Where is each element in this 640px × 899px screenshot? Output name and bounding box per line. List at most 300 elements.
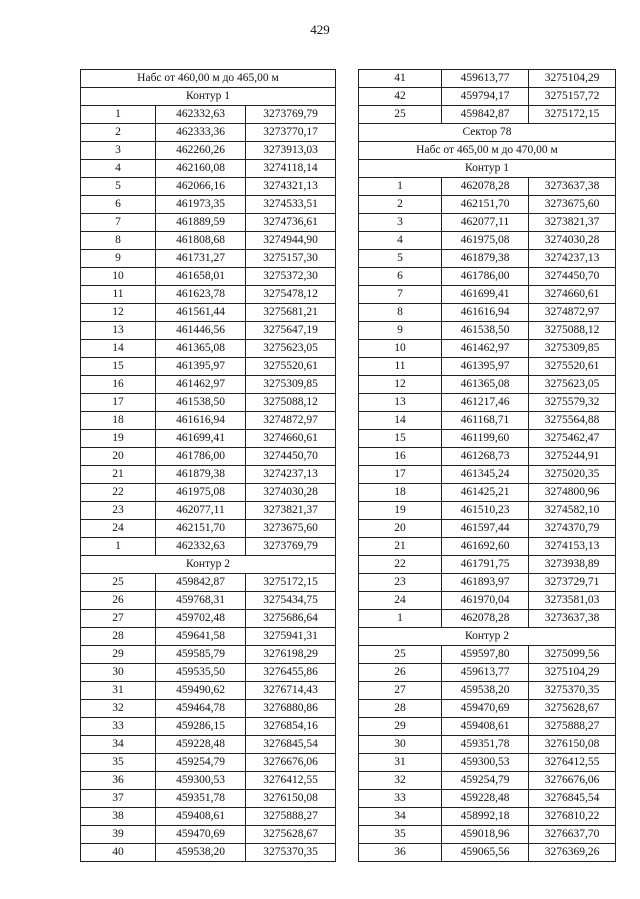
x-coordinate: 459300,53 <box>442 754 529 772</box>
table-row <box>359 664 616 682</box>
point-number: 31 <box>81 682 156 700</box>
point-number: 8 <box>81 232 156 250</box>
y-coordinate: 3273637,38 <box>529 178 616 196</box>
table-row <box>81 502 336 520</box>
y-coordinate: 3276810,22 <box>529 808 616 826</box>
y-coordinate: 3276150,08 <box>246 790 336 808</box>
point-number: 14 <box>81 340 156 358</box>
table-row <box>359 718 616 736</box>
table-row <box>359 610 616 628</box>
point-number: 11 <box>81 286 156 304</box>
point-number: 1 <box>81 106 156 124</box>
section-header: Набс от 460,00 м до 465,00 м <box>81 70 336 88</box>
table-row <box>359 574 616 592</box>
coordinates-table-right-body <box>359 70 616 862</box>
x-coordinate: 461791,75 <box>442 556 529 574</box>
y-coordinate: 3275520,61 <box>529 358 616 376</box>
table-row <box>359 448 616 466</box>
x-coordinate: 459597,80 <box>442 646 529 664</box>
table-row <box>81 772 336 790</box>
point-number: 37 <box>81 790 156 808</box>
section-header-row <box>81 88 336 106</box>
point-number: 12 <box>81 304 156 322</box>
point-number: 20 <box>359 520 442 538</box>
x-coordinate: 461217,46 <box>442 394 529 412</box>
table-row <box>359 430 616 448</box>
y-coordinate: 3273675,60 <box>246 520 336 538</box>
point-number: 1 <box>359 178 442 196</box>
table-row <box>359 520 616 538</box>
x-coordinate: 459842,87 <box>442 106 529 124</box>
y-coordinate: 3274370,79 <box>529 520 616 538</box>
table-row <box>81 808 336 826</box>
y-coordinate: 3275623,05 <box>246 340 336 358</box>
point-number: 5 <box>81 178 156 196</box>
x-coordinate: 461168,71 <box>442 412 529 430</box>
x-coordinate: 461199,60 <box>442 430 529 448</box>
y-coordinate: 3275104,29 <box>529 664 616 682</box>
y-coordinate: 3275088,12 <box>529 322 616 340</box>
table-row <box>81 646 336 664</box>
point-number: 36 <box>81 772 156 790</box>
point-number: 29 <box>81 646 156 664</box>
section-header: Сектор 78 <box>359 124 616 142</box>
point-number: 30 <box>81 664 156 682</box>
table-row <box>359 322 616 340</box>
point-number: 25 <box>359 106 442 124</box>
y-coordinate: 3275157,72 <box>529 88 616 106</box>
table-row <box>81 718 336 736</box>
point-number: 13 <box>81 322 156 340</box>
x-coordinate: 461345,24 <box>442 466 529 484</box>
y-coordinate: 3273637,38 <box>529 610 616 628</box>
x-coordinate: 459585,79 <box>156 646 246 664</box>
point-number: 19 <box>359 502 442 520</box>
point-number: 14 <box>359 412 442 430</box>
section-header-row <box>81 70 336 88</box>
y-coordinate: 3275686,64 <box>246 610 336 628</box>
x-coordinate: 462077,11 <box>442 214 529 232</box>
y-coordinate: 3275520,61 <box>246 358 336 376</box>
x-coordinate: 459535,50 <box>156 664 246 682</box>
table-row <box>81 844 336 862</box>
table-row <box>81 592 336 610</box>
table-row <box>359 232 616 250</box>
x-coordinate: 461623,78 <box>156 286 246 304</box>
x-coordinate: 461462,97 <box>442 340 529 358</box>
point-number: 15 <box>359 430 442 448</box>
table-row <box>359 178 616 196</box>
table-row <box>81 736 336 754</box>
y-coordinate: 3274118,14 <box>246 160 336 178</box>
y-coordinate: 3276880,86 <box>246 700 336 718</box>
x-coordinate: 461970,04 <box>442 592 529 610</box>
x-coordinate: 461699,41 <box>156 430 246 448</box>
x-coordinate: 461975,08 <box>442 232 529 250</box>
table-row <box>81 304 336 322</box>
table-row <box>359 70 616 88</box>
table-row <box>359 106 616 124</box>
y-coordinate: 3274030,28 <box>529 232 616 250</box>
table-row <box>81 250 336 268</box>
point-number: 18 <box>81 412 156 430</box>
x-coordinate: 461425,21 <box>442 484 529 502</box>
point-number: 19 <box>81 430 156 448</box>
table-row <box>81 484 336 502</box>
section-header-row <box>81 556 336 574</box>
y-coordinate: 3276412,55 <box>529 754 616 772</box>
point-number: 6 <box>81 196 156 214</box>
table-row <box>81 160 336 178</box>
point-number: 4 <box>81 160 156 178</box>
point-number: 34 <box>359 808 442 826</box>
table-row <box>81 538 336 556</box>
x-coordinate: 461893,97 <box>442 574 529 592</box>
section-header-row <box>359 628 616 646</box>
x-coordinate: 459254,79 <box>156 754 246 772</box>
x-coordinate: 459538,20 <box>442 682 529 700</box>
table-row <box>359 592 616 610</box>
x-coordinate: 461786,00 <box>442 268 529 286</box>
x-coordinate: 459228,48 <box>156 736 246 754</box>
table-row <box>359 196 616 214</box>
table-row <box>81 448 336 466</box>
point-number: 34 <box>81 736 156 754</box>
y-coordinate: 3273821,37 <box>529 214 616 232</box>
x-coordinate: 459613,77 <box>442 664 529 682</box>
x-coordinate: 458992,18 <box>442 808 529 826</box>
x-coordinate: 462078,28 <box>442 178 529 196</box>
y-coordinate: 3276455,86 <box>246 664 336 682</box>
x-coordinate: 461510,23 <box>442 502 529 520</box>
section-header-row <box>359 124 616 142</box>
y-coordinate: 3275244,91 <box>529 448 616 466</box>
table-row <box>359 304 616 322</box>
x-coordinate: 459065,56 <box>442 844 529 862</box>
x-coordinate: 459464,78 <box>156 700 246 718</box>
point-number: 21 <box>359 538 442 556</box>
x-coordinate: 461395,97 <box>442 358 529 376</box>
point-number: 30 <box>359 736 442 754</box>
x-coordinate: 459613,77 <box>442 70 529 88</box>
point-number: 10 <box>81 268 156 286</box>
y-coordinate: 3276845,54 <box>246 736 336 754</box>
point-number: 8 <box>359 304 442 322</box>
y-coordinate: 3276150,08 <box>529 736 616 754</box>
y-coordinate: 3274450,70 <box>529 268 616 286</box>
table-row <box>81 358 336 376</box>
x-coordinate: 459842,87 <box>156 574 246 592</box>
table-row <box>81 610 336 628</box>
y-coordinate: 3274736,61 <box>246 214 336 232</box>
x-coordinate: 461538,50 <box>156 394 246 412</box>
point-number: 7 <box>359 286 442 304</box>
x-coordinate: 462333,36 <box>156 124 246 142</box>
table-row <box>81 124 336 142</box>
point-number: 27 <box>81 610 156 628</box>
point-number: 16 <box>359 448 442 466</box>
table-row <box>359 538 616 556</box>
table-row <box>359 376 616 394</box>
table-row <box>359 556 616 574</box>
table-row <box>359 826 616 844</box>
y-coordinate: 3274321,13 <box>246 178 336 196</box>
point-number: 7 <box>81 214 156 232</box>
y-coordinate: 3275434,75 <box>246 592 336 610</box>
table-row <box>81 628 336 646</box>
x-coordinate: 461808,68 <box>156 232 246 250</box>
y-coordinate: 3276854,16 <box>246 718 336 736</box>
y-coordinate: 3274944,90 <box>246 232 336 250</box>
point-number: 23 <box>81 502 156 520</box>
table-row <box>81 232 336 250</box>
point-number: 13 <box>359 394 442 412</box>
x-coordinate: 461889,59 <box>156 214 246 232</box>
point-number: 40 <box>81 844 156 862</box>
table-row <box>359 754 616 772</box>
table-row <box>81 574 336 592</box>
x-coordinate: 459254,79 <box>442 772 529 790</box>
x-coordinate: 462260,26 <box>156 142 246 160</box>
table-row <box>359 682 616 700</box>
x-coordinate: 461973,35 <box>156 196 246 214</box>
page-number: 429 <box>310 22 330 37</box>
y-coordinate: 3275370,35 <box>529 682 616 700</box>
x-coordinate: 461699,41 <box>442 286 529 304</box>
y-coordinate: 3275647,19 <box>246 322 336 340</box>
table-row <box>359 286 616 304</box>
y-coordinate: 3274533,51 <box>246 196 336 214</box>
y-coordinate: 3275104,29 <box>529 70 616 88</box>
point-number: 18 <box>359 484 442 502</box>
x-coordinate: 459794,17 <box>442 88 529 106</box>
point-number: 33 <box>81 718 156 736</box>
x-coordinate: 459768,31 <box>156 592 246 610</box>
x-coordinate: 459538,20 <box>156 844 246 862</box>
table-row <box>81 178 336 196</box>
y-coordinate: 3275888,27 <box>529 718 616 736</box>
table-row <box>359 772 616 790</box>
x-coordinate: 461365,08 <box>442 376 529 394</box>
x-coordinate: 459351,78 <box>156 790 246 808</box>
point-number: 27 <box>359 682 442 700</box>
point-number: 32 <box>359 772 442 790</box>
table-row <box>81 664 336 682</box>
table-row <box>359 214 616 232</box>
point-number: 26 <box>359 664 442 682</box>
y-coordinate: 3275628,67 <box>246 826 336 844</box>
x-coordinate: 461462,97 <box>156 376 246 394</box>
y-coordinate: 3274582,10 <box>529 502 616 520</box>
x-coordinate: 459470,69 <box>442 700 529 718</box>
table-row <box>81 394 336 412</box>
x-coordinate: 459351,78 <box>442 736 529 754</box>
point-number: 3 <box>81 142 156 160</box>
y-coordinate: 3274030,28 <box>246 484 336 502</box>
section-header: Контур 2 <box>359 628 616 646</box>
table-row <box>359 808 616 826</box>
table-row <box>81 682 336 700</box>
x-coordinate: 459408,61 <box>442 718 529 736</box>
x-coordinate: 461616,94 <box>442 304 529 322</box>
table-row <box>359 268 616 286</box>
x-coordinate: 459286,15 <box>156 718 246 736</box>
table-row <box>81 322 336 340</box>
x-coordinate: 462077,11 <box>156 502 246 520</box>
table-row <box>359 394 616 412</box>
x-coordinate: 461561,44 <box>156 304 246 322</box>
x-coordinate: 461597,44 <box>442 520 529 538</box>
x-coordinate: 461975,08 <box>156 484 246 502</box>
point-number: 39 <box>81 826 156 844</box>
x-coordinate: 462151,70 <box>156 520 246 538</box>
y-coordinate: 3274660,61 <box>246 430 336 448</box>
point-number: 20 <box>81 448 156 466</box>
x-coordinate: 459228,48 <box>442 790 529 808</box>
y-coordinate: 3273821,37 <box>246 502 336 520</box>
y-coordinate: 3275370,35 <box>246 844 336 862</box>
x-coordinate: 461692,60 <box>442 538 529 556</box>
table-row <box>81 826 336 844</box>
point-number: 9 <box>81 250 156 268</box>
table-row <box>359 250 616 268</box>
point-number: 24 <box>81 520 156 538</box>
table-row <box>359 412 616 430</box>
y-coordinate: 3276198,29 <box>246 646 336 664</box>
point-number: 29 <box>359 718 442 736</box>
point-number: 17 <box>359 466 442 484</box>
table-row <box>81 340 336 358</box>
point-number: 36 <box>359 844 442 862</box>
x-coordinate: 459300,53 <box>156 772 246 790</box>
point-number: 4 <box>359 232 442 250</box>
point-number: 22 <box>81 484 156 502</box>
x-coordinate: 462332,63 <box>156 106 246 124</box>
coordinates-table-left <box>80 69 336 862</box>
x-coordinate: 459018,96 <box>442 826 529 844</box>
x-coordinate: 461731,27 <box>156 250 246 268</box>
y-coordinate: 3274872,97 <box>246 412 336 430</box>
table-row <box>359 700 616 718</box>
y-coordinate: 3276676,06 <box>529 772 616 790</box>
y-coordinate: 3275623,05 <box>529 376 616 394</box>
y-coordinate: 3273938,89 <box>529 556 616 574</box>
y-coordinate: 3273769,79 <box>246 106 336 124</box>
x-coordinate: 459702,48 <box>156 610 246 628</box>
table-row <box>81 790 336 808</box>
point-number: 11 <box>359 358 442 376</box>
y-coordinate: 3275088,12 <box>246 394 336 412</box>
y-coordinate: 3275462,47 <box>529 430 616 448</box>
table-row <box>359 340 616 358</box>
x-coordinate: 461395,97 <box>156 358 246 376</box>
table-row <box>81 214 336 232</box>
section-header: Контур 1 <box>81 88 336 106</box>
point-number: 24 <box>359 592 442 610</box>
point-number: 31 <box>359 754 442 772</box>
point-number: 12 <box>359 376 442 394</box>
y-coordinate: 3276412,55 <box>246 772 336 790</box>
point-number: 3 <box>359 214 442 232</box>
y-coordinate: 3276369,26 <box>529 844 616 862</box>
point-number: 38 <box>81 808 156 826</box>
y-coordinate: 3275564,88 <box>529 412 616 430</box>
y-coordinate: 3275309,85 <box>246 376 336 394</box>
y-coordinate: 3275941,31 <box>246 628 336 646</box>
section-header-row <box>359 142 616 160</box>
table-row <box>359 484 616 502</box>
point-number: 28 <box>359 700 442 718</box>
point-number: 26 <box>81 592 156 610</box>
y-coordinate: 3274800,96 <box>529 484 616 502</box>
y-coordinate: 3275628,67 <box>529 700 616 718</box>
table-row <box>81 520 336 538</box>
point-number: 42 <box>359 88 442 106</box>
y-coordinate: 3275579,32 <box>529 394 616 412</box>
point-number: 2 <box>359 196 442 214</box>
point-number: 35 <box>81 754 156 772</box>
x-coordinate: 461446,56 <box>156 322 246 340</box>
point-number: 2 <box>81 124 156 142</box>
point-number: 25 <box>81 574 156 592</box>
table-row <box>359 466 616 484</box>
table-row <box>359 88 616 106</box>
y-coordinate: 3273769,79 <box>246 538 336 556</box>
y-coordinate: 3275172,15 <box>529 106 616 124</box>
x-coordinate: 461268,73 <box>442 448 529 466</box>
y-coordinate: 3273770,17 <box>246 124 336 142</box>
point-number: 16 <box>81 376 156 394</box>
table-row <box>359 790 616 808</box>
y-coordinate: 3275172,15 <box>246 574 336 592</box>
point-number: 21 <box>81 466 156 484</box>
table-row <box>359 736 616 754</box>
point-number: 5 <box>359 250 442 268</box>
section-header: Набс от 465,00 м до 470,00 м <box>359 142 616 160</box>
x-coordinate: 462160,08 <box>156 160 246 178</box>
x-coordinate: 459470,69 <box>156 826 246 844</box>
table-row <box>81 430 336 448</box>
point-number: 33 <box>359 790 442 808</box>
y-coordinate: 3274660,61 <box>529 286 616 304</box>
point-number: 23 <box>359 574 442 592</box>
table-row <box>81 700 336 718</box>
table-row <box>81 106 336 124</box>
x-coordinate: 461879,38 <box>156 466 246 484</box>
y-coordinate: 3273675,60 <box>529 196 616 214</box>
y-coordinate: 3274153,13 <box>529 538 616 556</box>
section-header: Контур 1 <box>359 160 616 178</box>
y-coordinate: 3275478,12 <box>246 286 336 304</box>
y-coordinate: 3275020,35 <box>529 466 616 484</box>
y-coordinate: 3275157,30 <box>246 250 336 268</box>
point-number: 6 <box>359 268 442 286</box>
y-coordinate: 3275309,85 <box>529 340 616 358</box>
point-number: 41 <box>359 70 442 88</box>
table-row <box>81 376 336 394</box>
table-row <box>81 142 336 160</box>
point-number: 10 <box>359 340 442 358</box>
y-coordinate: 3273729,71 <box>529 574 616 592</box>
x-coordinate: 462078,28 <box>442 610 529 628</box>
table-row <box>81 196 336 214</box>
point-number: 32 <box>81 700 156 718</box>
x-coordinate: 459408,61 <box>156 808 246 826</box>
coordinates-table-right <box>358 69 616 862</box>
y-coordinate: 3274237,13 <box>246 466 336 484</box>
point-number: 35 <box>359 826 442 844</box>
coordinates-table-left-body <box>81 70 336 862</box>
